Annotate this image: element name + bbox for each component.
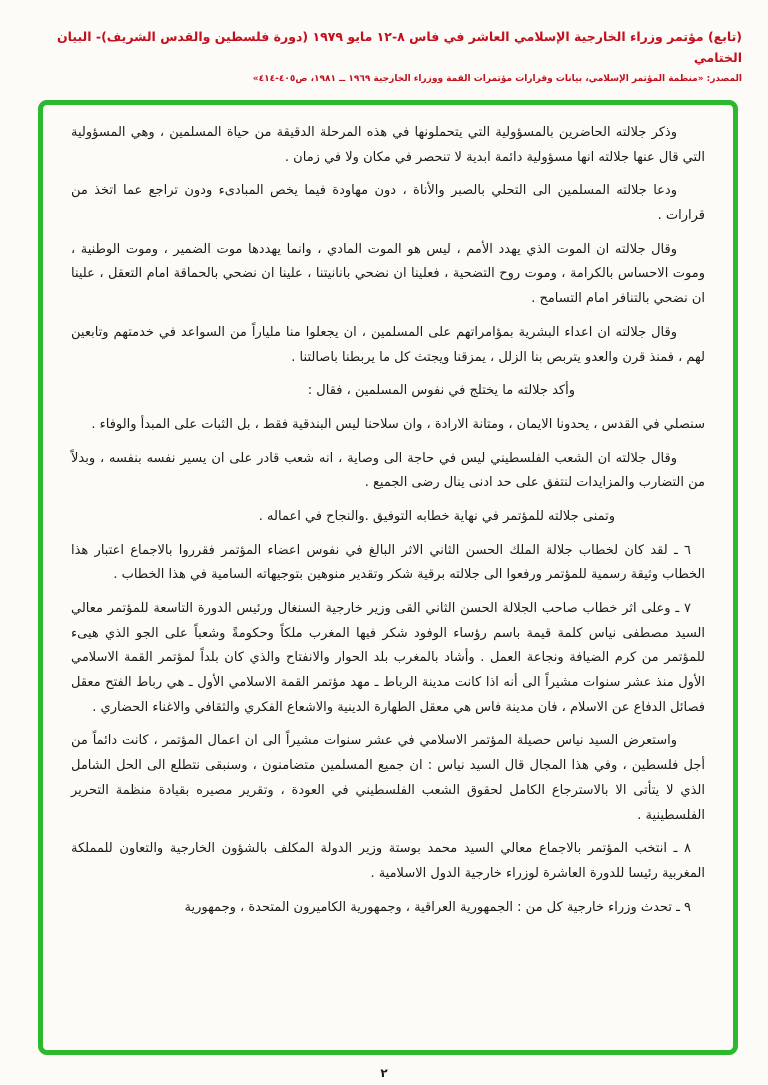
document-header <box>0 0 768 84</box>
paragraph: ودعا جلالته المسلمين الى التحلي بالصبر والأناة ، دون مهاودة فيما يخص المبادىء ودون تراجع عما اتخذ من قرارات . <box>71 183 705 224</box>
page-number: ٢ <box>380 1066 388 1080</box>
document-source-line: المصدر: «منظمة المؤتمر الإسلامي، بيانات وقرارات مؤتمرات القمة ووزراء الخارجية ١٩٦٩ ــ ١٩٨١، ص٤٠٥-٤١٤» <box>252 73 742 84</box>
annotated-text-frame <box>38 100 738 1055</box>
paragraph: واستعرض السيد نياس حصيلة المؤتمر الاسلامي في عشر سنوات مشيراً الى ان اعمال المؤتمر ، كانت دائماً من أجل فلسطين ، وفي هذا المجال قال السيد نياس : ان جميع المسلمين متضامنون ، وسنبقى نتطلع الى الحل الشامل الذي لا يتأتى الا بالاسترجاع الكامل لحقوق الشعب الفلسطيني في العودة ، وتقرير مصيره بقيادة منظمة التحرير الفلسطينية . <box>71 733 705 823</box>
paragraph: وأكد جلالته ما يختلج في نفوس المسلمين ، فقال : <box>307 383 575 399</box>
paragraph: وذكر جلالته الحاضرين بالمسؤولية التي يتحملونها في هذه المرحلة الدقيقة من حياة المسلمين ، وهي المسؤولية التي قال عنها جلالته انها مسؤولية دائمة ابدية لا تنحصر في مكان ولا في زمان . <box>71 125 705 165</box>
document-title: (تابع) مؤتمر وزراء الخارجية الإسلامي العاشر في فاس ٨-١٢ مايو ١٩٧٩ (دورة فلسطين والقدس الشريف)- البيان الختامي <box>56 29 742 66</box>
paragraph: وقال جلالته ان الشعب الفلسطيني ليس في حاجة الى وصاية ، انه شعب قادر على ان يسير نفسه بنفسه ، وبدلاً من التضارب والمزايدات لنتفق على حد ادنى ينال رضى الجميع . <box>71 450 705 491</box>
paragraph-numbered-9: ٩ ـ تحدث وزراء خارجية كل من : الجمهورية العراقية ، وجمهورية الكاميرون المتحدة ، وجمهورية <box>184 899 691 915</box>
paragraph: وتمنى جلالته للمؤتمر في نهاية خطابه التوفيق .والنجاح في اعماله . <box>258 508 615 524</box>
paragraph-numbered-6: ٦ ـ لقد كان لخطاب جلالة الملك الحسن الثاني الاثر البالغ في نفوس اعضاء المؤتمر فقرروا بالاجماع اعتبار هذا الخطاب وثيقة رسمية للمؤتمر ورفعوا الى جلالته برقية شكر وتقدير منوهين بتوجيهاته السامية في هذا الخطاب . <box>71 542 705 583</box>
paragraph-numbered-7: ٧ ـ وعلى اثر خطاب صاحب الجلالة الحسن الثاني القى وزير خارجية السنغال ورئيس الدورة التاسعة للمؤتمر معالي السيد مصطفى نياس كلمة قيمة باسم رؤساء الوفود شكر فيها المغرب ملكاً وحكومةً وشعباً على الجو الذي هيىء للمؤتمر من كرم الضيافة ونجاعة العمل . وأشاد بالمغرب بلد الحوار والانفتاح والذي كان بلداً لمؤتمر القمة الاسلامي الأول منذ عشر سنوات مشيراً الى أنه اذا كانت مدينة الرباط ـ مهد مؤتمر القمة الاسلامي الأول ـ هي رباط الفتح معقل فصائل الدفاع عن الاسلام ، فان مدينة فاس هي معقل الطهارة الدينية والاشعاع الفكري والثقافي والاغناء الحضاري . <box>71 601 705 715</box>
paragraph: سنصلي في القدس ، يحدونا الايمان ، ومتانة الارادة ، وان سلاحنا ليس البندقية فقط ، بل الثبات على المبدأ والوفاء . <box>91 416 705 432</box>
paragraph: وقال جلالته ان اعداء البشرية بمؤامراتهم على المسلمين ، ان يجعلوا منا ملياراً من السواعد في خدمتهم وتابعين لهم ، فمنذ قرن والعدو يتربص بنا الزلل ، يمزقنا ويجتث كل ما يربطنا باصالتنا . <box>71 324 705 365</box>
paragraph: وقال جلالته ان الموت الذي يهدد الأمم ، ليس هو الموت المادي ، وانما يهددها موت الضمير ، وموت الوطنية ، وموت الاحساس بالكرامة ، وموت روح التضحية ، فعلينا ان نضحي بانانيتنا ، علينا ان نضحي بالحماقة امام التعقل ، علينا ان نضحي بالتنافر امام التسامح . <box>71 241 705 307</box>
paragraph-numbered-8: ٨ ـ انتخب المؤتمر بالاجماع معالي السيد محمد بوستة وزير الدولة المكلف بالشؤون الخارجية والتعاون للمملكة المغربية رئيسا للدورة العاشرة لوزراء خارجية الدول الاسلامية . <box>71 841 705 881</box>
